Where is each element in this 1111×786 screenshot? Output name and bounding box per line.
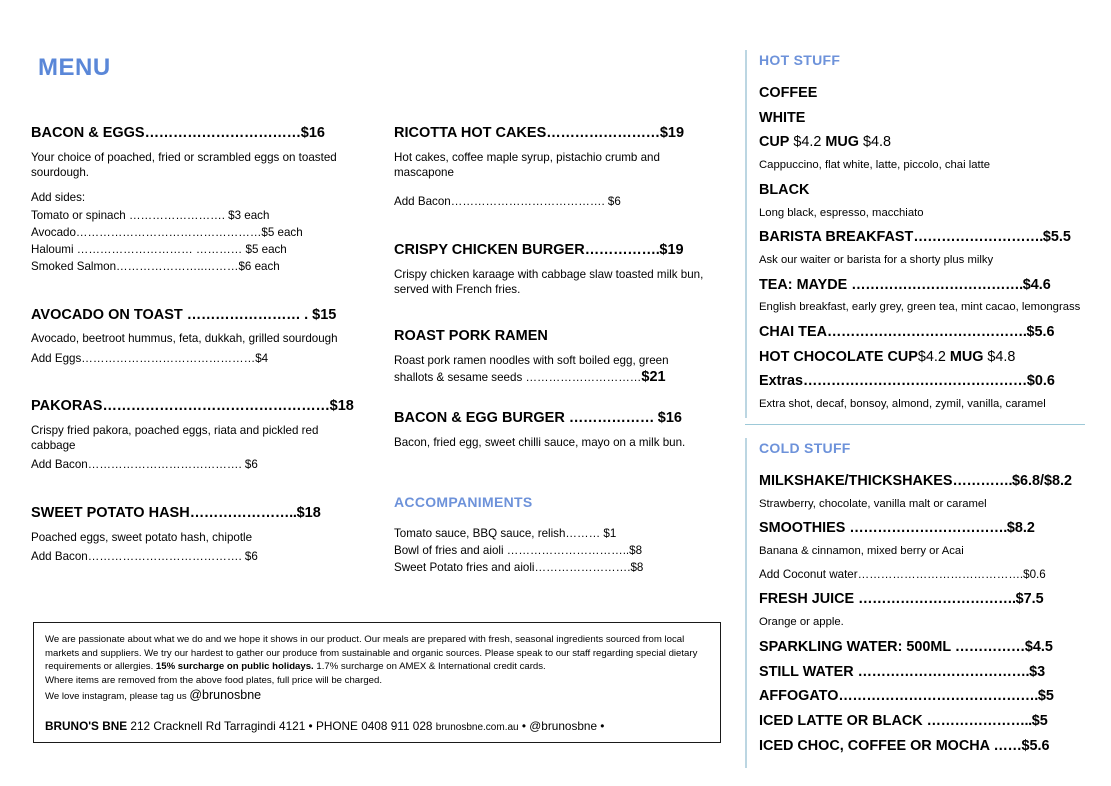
menu-item-heading	[394, 124, 704, 144]
drink-price: $5	[1037, 688, 1054, 705]
addon-price: . $3 each	[221, 209, 270, 223]
menu-item-price: $18	[329, 398, 354, 415]
footer-paragraph-3	[45, 687, 709, 705]
menu-item-description: Avocado, beetroot hummus, feta, dukkah, grilled sourdough	[31, 332, 338, 346]
addon-row	[31, 549, 356, 566]
food-column-left	[31, 124, 356, 570]
menu-item-description: Crispy fried pakora, poached eggs, riata and pickled red cabbage	[31, 423, 319, 453]
drink-price: $7.5	[1015, 591, 1044, 608]
add-sides-label: Add sides:	[31, 191, 86, 205]
footer-instagram-text: We love instagram, please tag us	[45, 691, 190, 703]
addon-label: Smoked Salmon…………………..………	[31, 259, 239, 273]
drink-price: $6.8/$8.2	[1012, 473, 1073, 489]
mug-price: $4.8	[858, 134, 891, 151]
drink-name: BLACK	[759, 181, 810, 198]
drink-name: COFFEE	[759, 85, 818, 101]
drink-heading-iced-latte-or-black	[759, 712, 1111, 731]
section-heading-accompaniments: ACCOMPANIMENTS	[394, 493, 533, 510]
leader-dots: …………………………………….	[826, 324, 1027, 340]
addon-price: $6 each	[238, 259, 280, 273]
menu-item-bacon-and-eggs	[31, 124, 356, 276]
drink-name: SMOOTHIES	[759, 520, 850, 537]
menu-item-heading	[31, 306, 356, 326]
section-cold-stuff	[745, 438, 1111, 768]
hot-chocolate-mug-price: $4.8	[983, 348, 1016, 365]
leader-dots: …………………………….	[858, 591, 1016, 608]
accompaniment-price: $8	[630, 560, 644, 574]
leader-dots: …………………..	[926, 712, 1032, 729]
section-heading-hot-stuff: HOT STUFF	[759, 52, 841, 68]
section-divider	[745, 424, 1085, 425]
drink-description: Orange or apple.	[759, 616, 844, 629]
menu-item-roast-pork-ramen	[394, 327, 704, 387]
drink-heading-white-sizes	[759, 133, 1111, 152]
leader-dots: …………………………………………	[803, 373, 1027, 390]
accompaniment-label: Tomato sauce, BBQ sauce, relish………	[394, 526, 601, 540]
drink-price: $4.6	[1022, 276, 1051, 293]
menu-item-price: $21	[641, 368, 666, 385]
drink-heading-sparkling-water	[759, 638, 1111, 657]
spacer	[394, 301, 704, 327]
leader-dots: …………….	[584, 241, 660, 258]
leader-dots: ……	[993, 737, 1022, 754]
spacer	[394, 391, 704, 409]
footer-surcharge-bold: 15% surcharge on public holidays.	[155, 661, 314, 673]
menu-item-name: PAKORAS	[31, 398, 103, 415]
drink-addon-coconut-water	[759, 567, 1111, 583]
addon-row	[394, 194, 704, 211]
drink-price: $4.5	[1024, 638, 1053, 655]
menu-item-heading	[394, 327, 704, 347]
drink-heading-affogato	[759, 687, 1111, 706]
addon-label: Add Bacon………………………………….	[394, 195, 605, 209]
menu-item-price: $19	[659, 241, 684, 258]
cup-label: CUP	[759, 134, 790, 151]
menu-item-price: $16	[300, 125, 325, 141]
business-name: BRUNO'S BNE	[45, 719, 128, 734]
drink-name: ICED LATTE OR BLACK	[759, 712, 927, 729]
menu-item-price: $18	[296, 505, 321, 522]
hot-chocolate-mug-label: MUG	[949, 348, 984, 365]
addon-row	[31, 457, 356, 474]
drink-description: Extra shot, decaf, bonsoy, almond, zymil, vanilla, caramel	[759, 398, 1046, 411]
leader-dots: …………………………….	[849, 520, 1007, 537]
menu-item-price: $16	[657, 410, 682, 427]
addon-row	[31, 208, 356, 225]
menu-item-name: SWEET POTATO HASH	[31, 505, 190, 522]
addon-label: Add Eggs………………………………………	[31, 351, 256, 365]
menu-item-sweet-potato-hash	[31, 504, 356, 566]
drink-description: Long black, espresso, macchiato	[759, 206, 924, 219]
addon-label: Tomato or spinach ……………………	[31, 209, 222, 223]
drink-description: English breakfast, early grey, green tea, mint cacao, lemongrass	[759, 301, 1081, 314]
description-line-1: Roast pork ramen noodles with soft boiled egg, green	[394, 353, 669, 367]
leader-dots: ……………	[954, 638, 1025, 655]
page-title: MENU	[38, 54, 111, 81]
menu-item-description: Hot cakes, coffee maple syrup, pistachio crumb and mascapone	[394, 150, 660, 179]
drink-heading-extras	[759, 372, 1111, 391]
drink-heading-chai-tea	[759, 323, 1111, 342]
menu-item-heading	[394, 241, 704, 261]
addon-price: $6	[604, 195, 621, 209]
drink-name: CHAI TEA	[759, 324, 827, 340]
drink-name: AFFOGATO	[759, 688, 839, 705]
leader-dots: …………………………………………	[102, 398, 330, 415]
spacer	[394, 215, 704, 241]
leader-dots: ……………………….	[913, 229, 1043, 246]
menu-item-bacon-and-egg-burger	[394, 409, 704, 450]
menu-item-price: . $15	[304, 306, 337, 323]
hot-chocolate-cup-label: HOT CHOCOLATE CUP	[759, 348, 918, 365]
cup-price: $4.2	[789, 134, 826, 151]
leader-dots: …………………………………….	[838, 688, 1038, 705]
addon-price: $4	[255, 351, 269, 365]
menu-item-avocado-on-toast	[31, 306, 356, 368]
accompaniment-label: Sweet Potato fries and aioli…………………….	[394, 560, 631, 574]
website-url: brunosbne.com.au	[435, 722, 519, 734]
drink-heading-black	[759, 181, 1111, 200]
addon-price: $0.6	[1023, 567, 1046, 581]
menu-item-price: $19	[659, 125, 685, 141]
addon-price: $6	[241, 550, 258, 564]
drink-name: ICED CHOC, COFFEE OR MOCHA	[759, 737, 994, 754]
drink-price: $5.6	[1021, 737, 1050, 754]
addon-row	[31, 225, 356, 242]
drink-price: $3	[1029, 663, 1046, 680]
mug-label: MUG	[825, 134, 859, 151]
addon-label: Add Coconut water…………………………………….	[759, 567, 1024, 581]
address-and-phone: 212 Cracknell Rd Tarragindi 4121 • PHONE 0408 911 028	[127, 719, 436, 734]
spacer	[31, 371, 356, 397]
menu-item-crispy-chicken-burger	[394, 241, 704, 297]
accompaniment-label: Bowl of fries and aioli …………………………..	[394, 543, 630, 557]
addon-row	[31, 259, 356, 276]
drink-name: BARISTA BREAKFAST	[759, 229, 914, 246]
spacer	[31, 478, 356, 504]
addon-row	[31, 351, 356, 368]
menu-item-description: Crispy chicken karaage with cabbage slaw toasted milk bun, served with French fries.	[394, 267, 704, 296]
menu-item-description: Your choice of poached, fried or scrambled eggs on toasted sourdough.	[31, 150, 337, 179]
footer-paragraph-2: Where items are removed from the above food plates, full price will be charged.	[45, 674, 383, 686]
drink-name: WHITE	[759, 109, 806, 126]
drink-heading-tea-mayde	[759, 276, 1111, 295]
hot-chocolate-cup-price: $4.2	[917, 348, 950, 365]
drink-price: $5.6	[1026, 324, 1055, 340]
accompaniment-row	[394, 543, 704, 560]
menu-item-heading	[31, 504, 356, 524]
leader-dots: ……………………………	[144, 125, 301, 141]
addon-price: $6	[241, 458, 258, 472]
footer-paragraph-1	[45, 633, 709, 674]
addon-price: $5 each	[242, 243, 287, 257]
addon-label: Avocado…………………………………………	[31, 226, 262, 240]
drink-name: STILL WATER	[759, 663, 858, 680]
menu-item-name: RICOTTA HOT CAKES	[394, 125, 547, 141]
drink-price: $0.6	[1026, 373, 1055, 390]
accompaniment-price: $8	[629, 543, 643, 557]
drink-heading-still-water	[759, 663, 1111, 682]
spacer	[394, 184, 704, 194]
drink-name: SPARKLING WATER: 500ML	[759, 638, 955, 655]
menu-item-name: CRISPY CHICKEN BURGER	[394, 241, 585, 258]
menu-item-pakoras	[31, 397, 356, 474]
leader-dots: ………….	[952, 473, 1013, 489]
leader-dots: ……………………………….	[851, 276, 1023, 293]
drink-price: $5	[1031, 712, 1048, 729]
drink-heading-barista-breakfast	[759, 228, 1111, 247]
leader-dots: ………………	[568, 410, 658, 427]
drink-heading-iced-choc-coffee-mocha	[759, 737, 1111, 756]
leader-dots: ……………………	[186, 306, 305, 323]
menu-item-description	[394, 353, 704, 387]
instagram-handle: @brunosbne	[189, 688, 262, 703]
menu-item-description: Bacon, fried egg, sweet chilli sauce, mayo on a milk bun.	[394, 435, 686, 449]
drink-name: Extras	[759, 373, 804, 390]
drink-description: Ask our waiter or barista for a shorty plus milky	[759, 253, 994, 266]
drink-name: TEA: MAYDE	[759, 276, 852, 293]
addon-label: Add Bacon………………………………….	[31, 550, 242, 564]
description-line-2: shallots & sesame seeds …………………………	[394, 370, 642, 384]
menu-item-description: Poached eggs, sweet potato hash, chipotle	[31, 530, 253, 544]
spacer	[31, 280, 356, 306]
drink-description: Strawberry, chocolate, vanilla malt or caramel	[759, 497, 987, 510]
footer-address-line	[45, 719, 709, 733]
section-accompaniments	[394, 494, 704, 576]
drink-price: $5.5	[1042, 229, 1071, 246]
section-heading-cold-stuff: COLD STUFF	[759, 440, 851, 456]
accompaniment-row	[394, 560, 704, 577]
drink-description: Banana & cinnamon, mixed berry or Acai	[759, 545, 964, 558]
drink-heading-hot-chocolate	[759, 348, 1111, 367]
footer-text-b: 1.7% surcharge on AMEX & International credit cards.	[313, 661, 546, 673]
drink-heading-smoothies	[759, 519, 1111, 538]
drink-price: $8.2	[1006, 520, 1035, 537]
addon-label: Add Bacon………………………………….	[31, 458, 242, 472]
leader-dots: ……………………	[546, 125, 660, 141]
accompaniment-row	[394, 526, 704, 543]
menu-item-heading	[394, 409, 704, 429]
footer-text-a: We are passionate about what we do and we hope it shows in our product. Our meals are prepared with fresh, seasonal ingredients sourced from local markets and suppliers. We try our hardest to gather our produce from sustainable and organic sources. Please speak to our staff regarding special dietary requirements or allergies.	[45, 634, 698, 673]
leader-dots: ……………………………….	[857, 663, 1030, 680]
menu-item-name: ROAST PORK RAMEN	[394, 328, 548, 345]
footer-info-box	[33, 622, 721, 743]
drink-heading-coffee	[759, 84, 1111, 103]
drink-heading-milkshakes	[759, 472, 1111, 491]
section-hot-stuff	[745, 50, 1111, 418]
menu-item-name: BACON & EGGS	[31, 125, 145, 141]
menu-item-heading	[31, 124, 356, 144]
drink-heading-fresh-juice	[759, 590, 1111, 609]
accompaniment-price: $1	[600, 526, 617, 540]
food-column-middle	[394, 124, 704, 580]
spacer	[394, 454, 704, 494]
drink-name: MILKSHAKE/THICKSHAKES	[759, 473, 953, 489]
drink-description: Cappuccino, flat white, latte, piccolo, chai latte	[759, 159, 991, 172]
addon-label: Haloumi ………………………… …………	[31, 243, 243, 257]
drink-heading-white	[759, 109, 1111, 128]
menu-item-ricotta-hot-cakes	[394, 124, 704, 211]
address-tail: • @brunosbne •	[518, 719, 605, 734]
leader-dots: …………………..	[189, 505, 297, 522]
drink-name: FRESH JUICE	[759, 591, 859, 608]
addon-row	[31, 242, 356, 259]
menu-item-heading	[31, 397, 356, 417]
menu-item-name: AVOCADO ON TOAST	[31, 306, 187, 323]
menu-item-name: BACON & EGG BURGER	[394, 410, 569, 427]
drinks-pane	[740, 0, 1111, 786]
addon-price: $5 each	[261, 226, 303, 240]
